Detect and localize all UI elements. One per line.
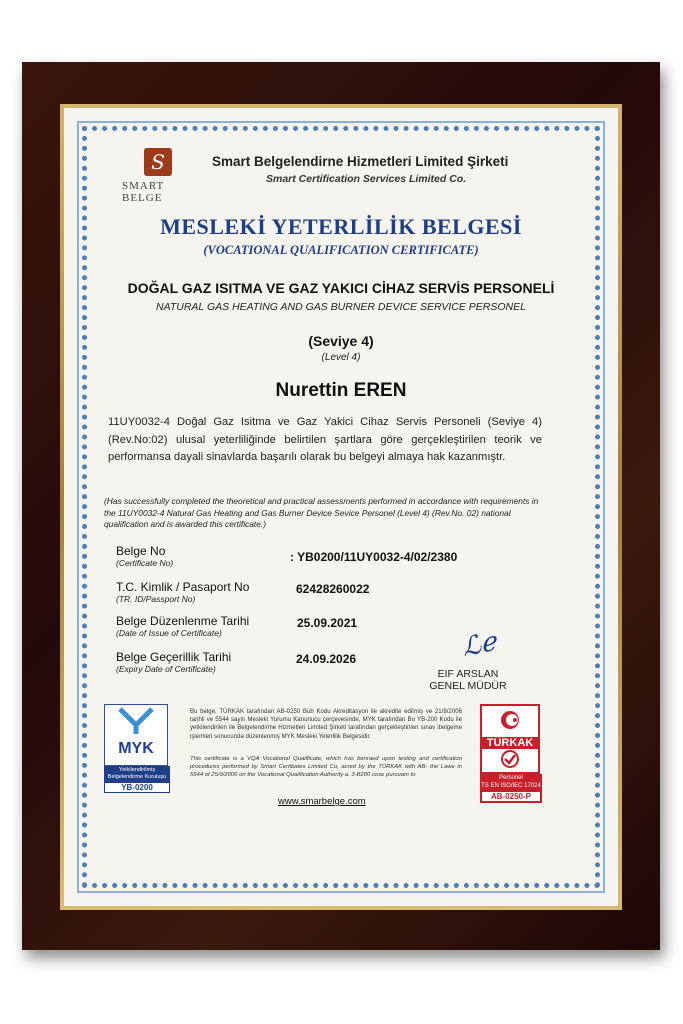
logo-text: SMART BELGE	[122, 180, 165, 204]
company-name: Smart Belgelendirne Hizmetleri Limited Şirketi	[212, 154, 509, 169]
field-label-en: (Certificate No)	[116, 558, 174, 568]
level-en: (Level 4)	[321, 352, 361, 363]
certificate-body-tr: 11UY0032-4 Doğal Gaz Isitma ve Gaz Yakici Cihaz Servis Personeli (Seviye 4) (Rev.No:02) ulusal yeterliliğinde belirtilen şartlara göre gerçekleştirilen teorik ve performansa dayali sinavlarda başarılı olarak bu belgeyi almaya hak kazanmıştr.	[108, 416, 542, 463]
field-value: 24.09.2026	[296, 652, 357, 666]
footer-text-en: This certificate is a VQA Vocational Qualificate, which has benraed upon testing and certification procedures performed by Smart Certibates Limited Co, acred by the TÜRKAK with AB- the Lawe in 5544 of 25/9/2006 on the Vocational Qualification Authority a. 3-B200 cose purcuam to	[190, 756, 462, 778]
footer-text-tr: Bu belge, TÜRKAK tarafından AB-0250 Bub Kodu Akreditasyon ile akredite edilmiş ve 21/9/2006 tarihli ve 5544 sayılı Mesleki Yurumu Kanunucu çerçevesinde, MYK tarafından Bu YB-200 Kodu ile yetkilendirilen ile Belgelendirme Hizmetleri Limited Şirketi tarafından gerçekleştirilen sınav ibelgeme işlemleri sonucunda düzenlenmiş MYK Mesleki Yeterlilik Belgesidir.	[190, 708, 462, 740]
signatory-title: GENEL MÜDÜR	[429, 680, 507, 692]
picture-frame	[22, 62, 660, 950]
field-expiry-date	[116, 650, 231, 674]
field-value: 62428260022	[296, 582, 370, 596]
company-name-en: Smart Certification Services Limited Co.	[266, 173, 467, 185]
website-link[interactable]: www.smarbelge.com	[278, 796, 366, 807]
holder-name: Nurettin EREN	[275, 380, 407, 401]
certificate-body-en: (Has successfully completed the theoretical and practical assessments performed in accordance with requirements in the 11UY0032-4 Natural Gas Heating and Gas Burner Device Sevice Personel (Level 4) (Rev.No. 02) national qualification and is awarded this certificate.)	[104, 496, 539, 529]
turkak-box	[480, 704, 540, 774]
myk-subtitle: Yetkilendirilmiş Belgelendirme Kuruluşu	[104, 766, 170, 782]
turkak-code: AB-0250-P	[480, 790, 542, 803]
qualification-title-en: NATURAL GAS HEATING AND GAS BURNER DEVICE SERVICE PERSONEL	[156, 301, 526, 313]
check-icon	[498, 749, 522, 769]
level: (Seviye 4)	[308, 333, 374, 349]
field-certificate-no	[116, 544, 173, 568]
field-value: 25.09.2021	[297, 616, 358, 630]
signatory-block	[398, 668, 538, 692]
field-label: T.C. Kimlik / Pasaport No	[116, 580, 250, 594]
myk-text: MYK	[118, 740, 154, 757]
signature-scribble: ℒℯ	[459, 626, 499, 664]
certificate-title: MESLEKİ YETERLİLİK BELGESİ	[160, 214, 522, 239]
field-label-en: (Expiry Date of Certificate)	[116, 664, 216, 674]
turkak-text: TÜRKAK	[482, 737, 538, 749]
field-issue-date	[116, 614, 249, 638]
smart-belge-logo	[122, 148, 202, 204]
qualification-title: DOĞAL GAZ ISITMA VE GAZ YAKICI CİHAZ SERVİS PERSONELİ	[127, 280, 555, 296]
signatory-name: EIF ARSLAN	[437, 668, 499, 680]
field-label-en: (TR. ID/Passport No)	[116, 594, 196, 604]
turkak-standard: TS EN ISO/IEC 17024	[481, 783, 541, 789]
field-label-en: (Date of Issue of Certificate)	[116, 628, 222, 638]
turkak-logo	[480, 704, 542, 803]
certificate-subtitle: (VOCATIONAL QUALIFICATION CERTIFICATE)	[203, 243, 479, 257]
myk-box	[104, 704, 168, 766]
gold-inner-frame	[60, 104, 622, 910]
myk-logo	[104, 704, 170, 793]
turkak-personel: Personel	[480, 774, 542, 782]
crescent-star-icon	[498, 710, 522, 730]
field-label: Belge Geçerillik Tarihi	[116, 650, 232, 664]
company-block	[212, 154, 542, 185]
myk-code: YB-0200	[104, 782, 170, 793]
field-label: Belge No	[116, 544, 166, 558]
field-label: Belge Düzenlenme Tarihi	[116, 614, 250, 628]
certificate-paper	[64, 108, 618, 906]
logo-mark-icon: S	[144, 148, 172, 176]
field-value: : YB0200/11UY0032-4/02/2380	[290, 550, 458, 564]
myk-emblem-icon	[116, 705, 156, 735]
field-id-no	[116, 580, 249, 604]
